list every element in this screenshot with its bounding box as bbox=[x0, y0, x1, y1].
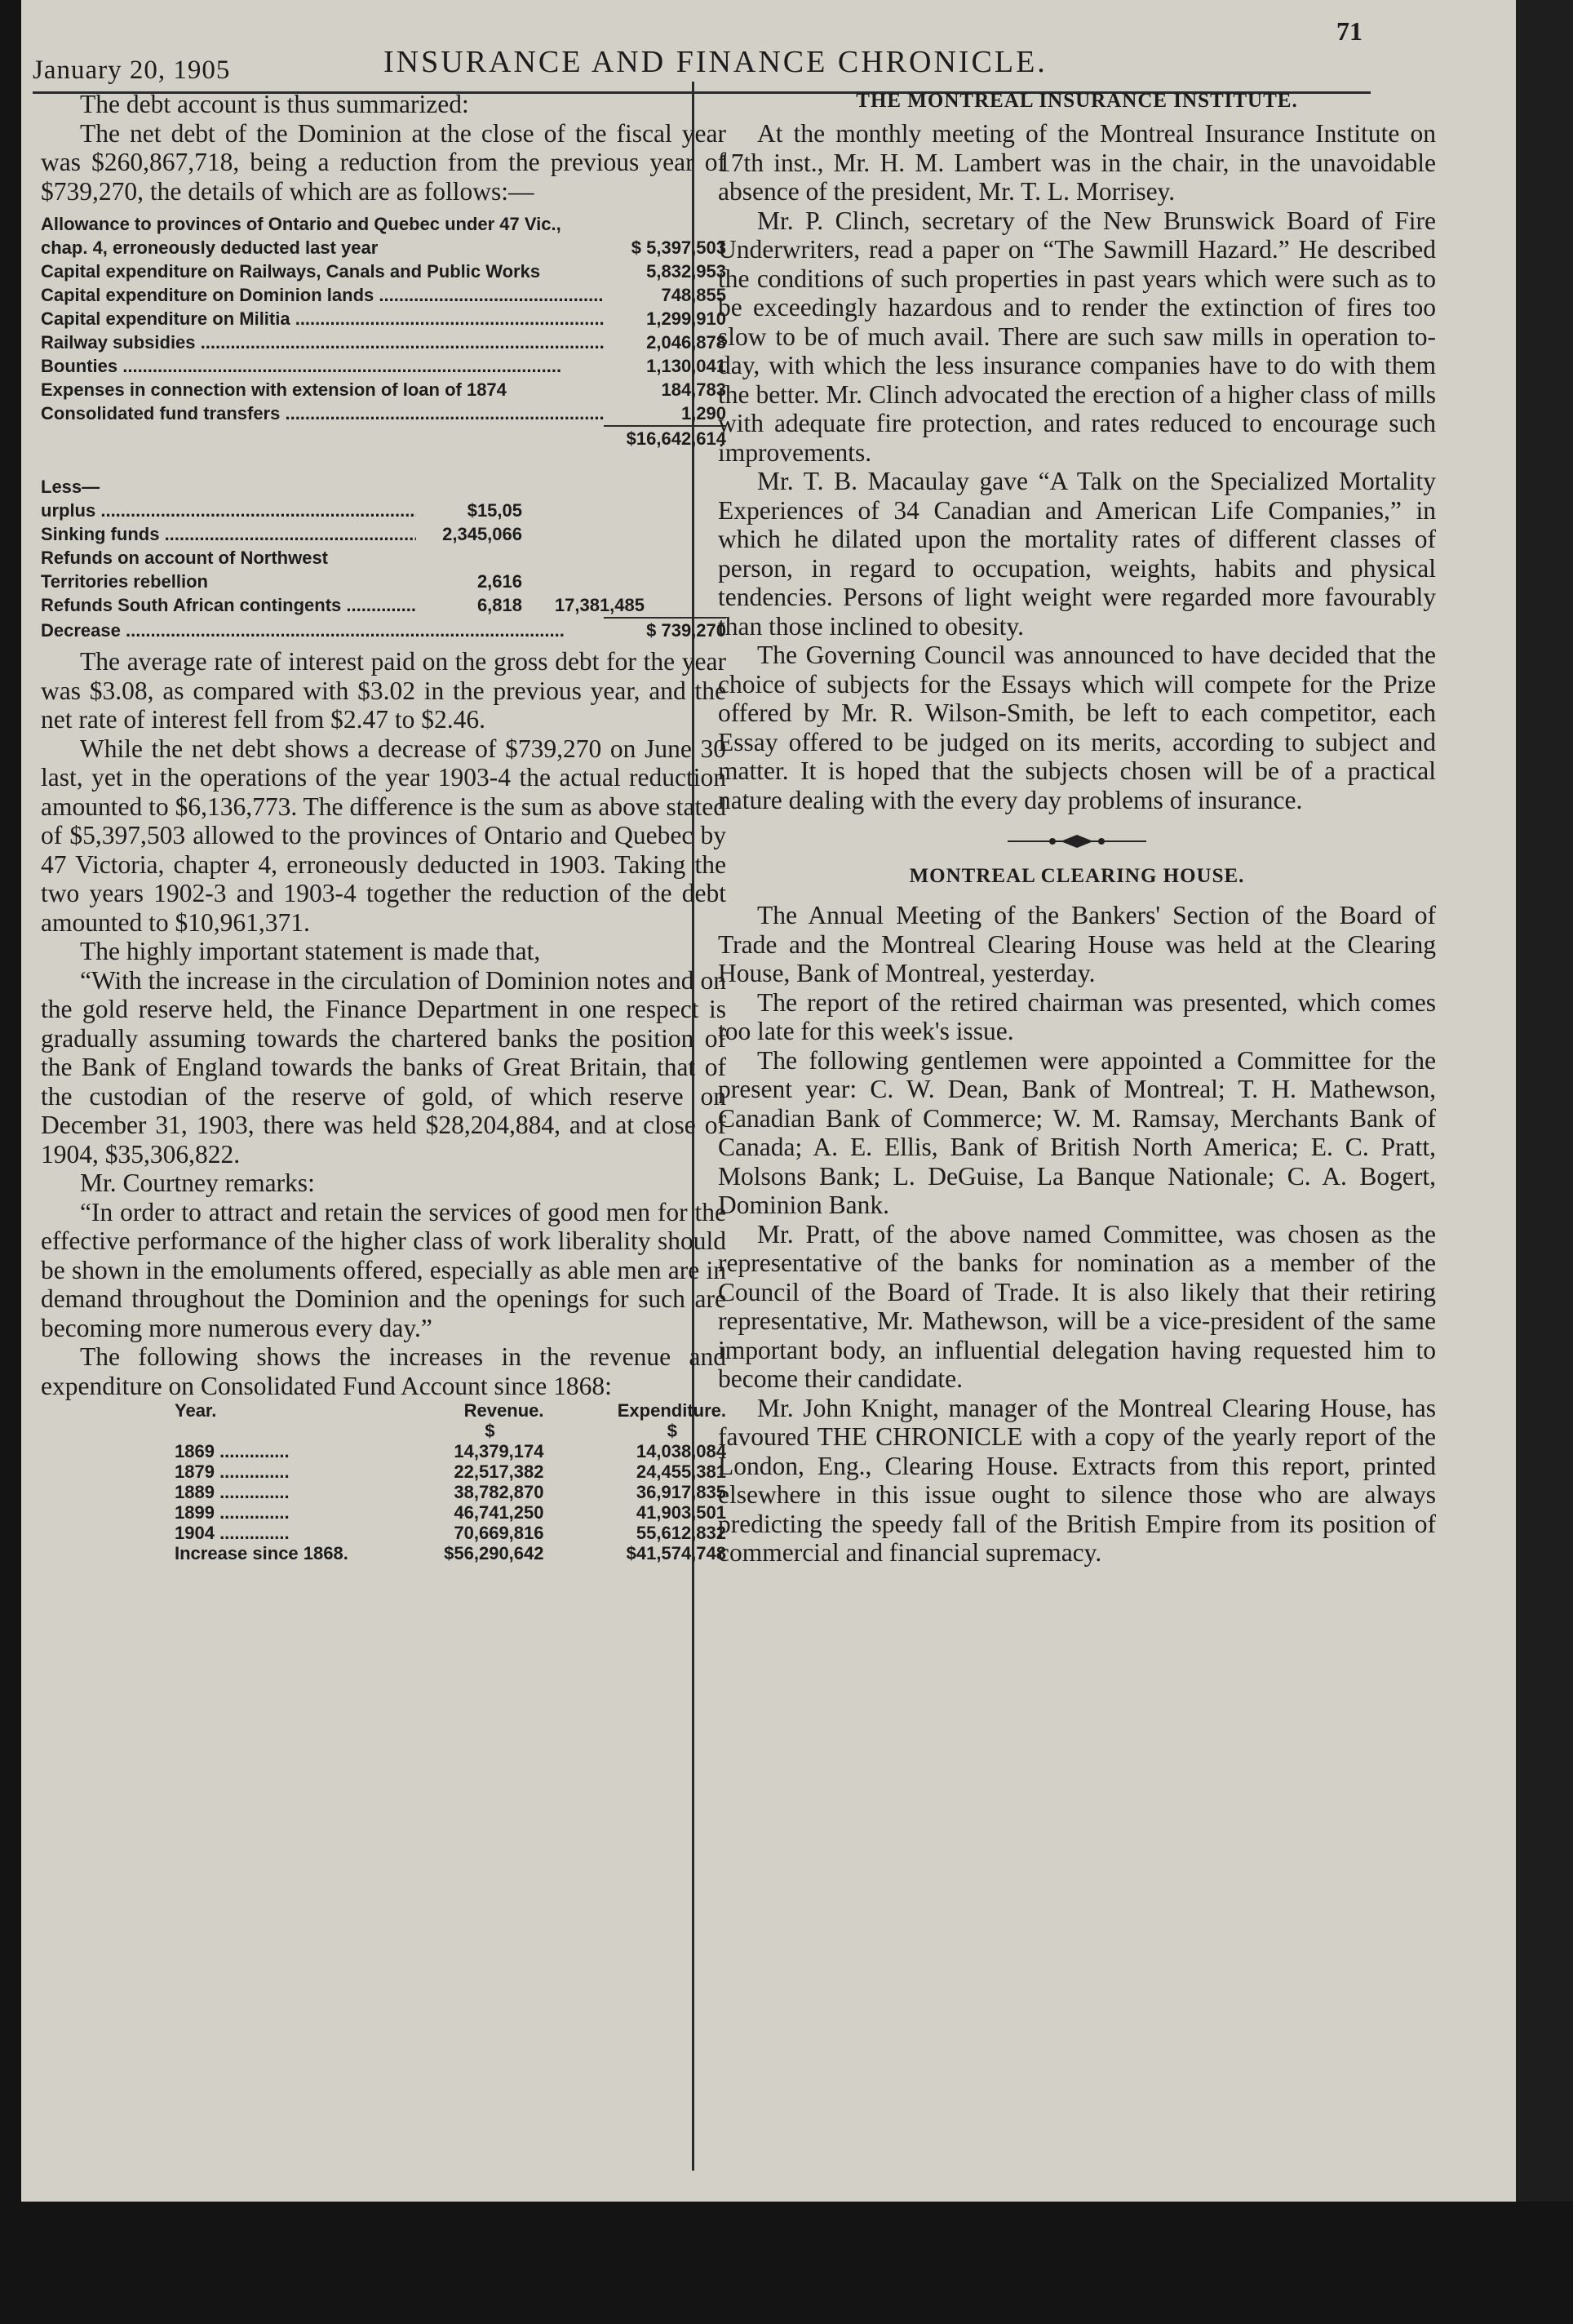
ornament-divider-icon bbox=[1008, 833, 1146, 849]
debt-item: Capital expenditure on Militia ..... 1,299,910 bbox=[41, 307, 726, 330]
paragraph: The following shows the increases in the revenue and expenditure on Consolidated Fund Account since 1868: bbox=[41, 1342, 726, 1400]
debt-item: Bounties ..... 1,130,041 bbox=[41, 354, 726, 378]
left-column bbox=[41, 90, 726, 1563]
intro-paragraph: The net debt of the Dominion at the close of the fiscal year was $260,867,718, being a reduction from the previous year of $739,270, the details of which are as follows:— bbox=[41, 118, 726, 206]
right-column bbox=[718, 90, 1436, 1568]
paragraph: The report of the retired chairman was presented, which comes too late for this week's issue. bbox=[718, 987, 1436, 1045]
table-row: 1899 .............. 46,741,250 41,903,501 bbox=[175, 1502, 726, 1523]
paragraph: Mr. Courtney remarks: bbox=[80, 1169, 315, 1197]
decrease-row: Decrease ..... $ 739,270 bbox=[41, 619, 726, 642]
quotation: “With the increase in the circulation of Dominion notes and on the gold reserve held, the Finance Department in one respect is gradually assuming towards the chartered banks the position of the Bank of England towards the banks of Great Britain, that of the custodian of the reserve of gold, of which reserve on December 31, 1903, there was held $28,204,884, and at close of 1904, $35,306,822. bbox=[41, 965, 726, 1169]
scan-right-border bbox=[1516, 0, 1573, 2324]
less-item: Sinking funds ..... 2,345,066 bbox=[41, 522, 726, 546]
less-item: Refunds on account of Northwest Territories rebellion 2,616 bbox=[41, 548, 522, 592]
debt-item: Capital expenditure on Dominion lands ..... 748,855 bbox=[41, 283, 726, 307]
less-total: 17,381,485 bbox=[554, 595, 645, 615]
page-header bbox=[33, 16, 1363, 85]
scan-left-border bbox=[0, 0, 21, 2324]
debt-item: Railway subsidies ..... 2,046,878 bbox=[41, 330, 726, 354]
paragraph: While the net debt shows a decrease of $739,270 on June 30 last, yet in the operations of the year 1903-4 the actual reduction amounted to $6,136,773. The difference is the sum as above stated of $5,397,503 allowed to the provinces of Ontario and Quebec by 47 Victoria, chapter 4, erroneously deducted in 1903. Taking the two years 1902-3 and 1903-4 together the reduction of the debt amounted to $10,961,371. bbox=[41, 734, 726, 937]
less-item: Refunds South African contingents ..... 6,818 17,381,485 bbox=[41, 593, 726, 617]
debt-item: Expenses in connection with extension of loan of 1874 184,783 bbox=[41, 379, 726, 400]
paragraph: At the monthly meeting of the Montreal Insurance Institute on 17th inst., Mr. H. M. Lambert was in the chair, in the unavoidable absence of the president, Mr. T. L. Morrisey. bbox=[718, 119, 1436, 206]
page-number: 71 bbox=[1336, 16, 1363, 46]
revenue-expenditure-table bbox=[175, 1400, 726, 1563]
quotation: “In order to attract and retain the services of good men for the effective performance of the higher class of work liberality should be shown in the emoluments offered, especially as able men are in demand throughout the Dominion and the openings for such are becoming more numerous every day.” bbox=[41, 1197, 726, 1342]
increase-row: Increase since 1868. $56,290,642 $41,574,748 bbox=[175, 1543, 726, 1563]
debt-item: Consolidated fund transfers ..... 1,290 bbox=[41, 401, 726, 425]
paragraph: The average rate of interest paid on the gross debt for the year was $3.08, as compared with $3.02 in the previous year, and the net rate of interest fell from $2.47 to $2.46. bbox=[41, 647, 726, 734]
paragraph: The highly important statement is made that, bbox=[80, 937, 541, 965]
article-heading: THE MONTREAL INSURANCE INSTITUTE. bbox=[856, 90, 1298, 112]
section-ornament bbox=[718, 831, 1436, 855]
table-header: Year. Revenue. Expenditure. bbox=[175, 1400, 726, 1421]
paragraph: The Annual Meeting of the Bankers' Section of the Board of Trade and the Montreal Clearing House was held at the Clearing House, Bank of Montreal, yesterday. bbox=[718, 901, 1436, 987]
less-label: Less— bbox=[41, 477, 100, 497]
issue-date: January 20, 1905 bbox=[33, 55, 231, 85]
paragraph: The Governing Council was announced to have decided that the choice of subjects for the Essays which will compete for the Prize offered by Mr. R. Wilson-Smith, be left to each competitor, each Essay offered to be judged on its merits, according to subject and matter. It is hoped that the subjects chosen will be of a practical nature dealing with the every day problems of insurance. bbox=[718, 641, 1436, 814]
debt-item: Capital expenditure on Railways, Canals and Public Works 5,832,953 bbox=[41, 261, 726, 282]
debt-statement bbox=[41, 212, 726, 642]
debt-item: Allowance to provinces of Ontario and Quebec under 47 Vic., chap. 4, erroneously deducted last year $ 5,397,503 bbox=[41, 214, 726, 258]
table-row: 1869 .............. 14,379,174 14,038,084 bbox=[175, 1441, 726, 1461]
intro-line: The debt account is thus summarized: bbox=[80, 90, 469, 118]
paragraph: Mr. T. B. Macaulay gave “A Talk on the Specialized Mortality Experiences of 34 Canadian and American Life Companies,” in which he dilated upon the mortality rates of different classes of person, in regard to occupation, weights, habits and physical tendencies. Persons of light weight were regarded more favourably than those inclined to obesity. bbox=[718, 467, 1436, 641]
paragraph: Mr. Pratt, of the above named Committee, was chosen as the representative of the banks for nomination as a member of the Council of the Board of Trade. It is also likely that their retiring representative, Mr. Mathewson, will be a vice-president of the same important body, an influential delegation having requested him to become their candidate. bbox=[718, 1219, 1436, 1393]
table-row: 1879 .............. 22,517,382 24,455,381 bbox=[175, 1461, 726, 1482]
article-heading: MONTREAL CLEARING HOUSE. bbox=[909, 865, 1245, 887]
scan-bottom-border bbox=[0, 2202, 1573, 2324]
table-units: $ $ bbox=[485, 1421, 677, 1441]
debt-total-row bbox=[41, 427, 726, 450]
table-row: 1904 .............. 70,669,816 55,612,832 bbox=[175, 1523, 726, 1543]
publication-title: INSURANCE AND FINANCE CHRONICLE. bbox=[383, 45, 1048, 79]
paragraph: The following gentlemen were appointed a Committee for the present year: C. W. Dean, Bank of Montreal; T. H. Mathewson, Canadian Bank of Commerce; W. M. Ramsay, Merchants Bank of Canada; A. E. Ellis, Bank of British North America; E. C. Pratt, Molsons Bank; L. DeGuise, La Banque Nationale; C. A. Bogert, Dominion Bank. bbox=[718, 1045, 1436, 1219]
less-item: urplus ..... $15,05 bbox=[41, 499, 726, 522]
table-row: 1889 .............. 38,782,870 36,917,835 bbox=[175, 1482, 726, 1502]
debt-total: $16,642,614 bbox=[626, 428, 726, 449]
paragraph: Mr. John Knight, manager of the Montreal Clearing House, has favoured THE CHRONICLE with a copy of the yearly report of the London, Eng., Clearing House. Extracts from this report, printed elsewhere in this issue ought to silence those who are always predicting the speedy fall of the British Empire from its position of commercial and financial supremacy. bbox=[718, 1393, 1436, 1567]
paragraph: Mr. P. Clinch, secretary of the New Brunswick Board of Fire Underwriters, read a paper on “The Sawmill Hazard.” He described the conditions of such properties in past years which were such as to be exceedingly hazardous and to render the extinction of fires too slow to be of much avail. There are such saw mills in operation to-day, with which the less insurance companies have to do with them the better. Mr. Clinch advocated the erection of a higher class of mills with adequate fire protection, and rates reduced to encourage such improvements. bbox=[718, 206, 1436, 467]
